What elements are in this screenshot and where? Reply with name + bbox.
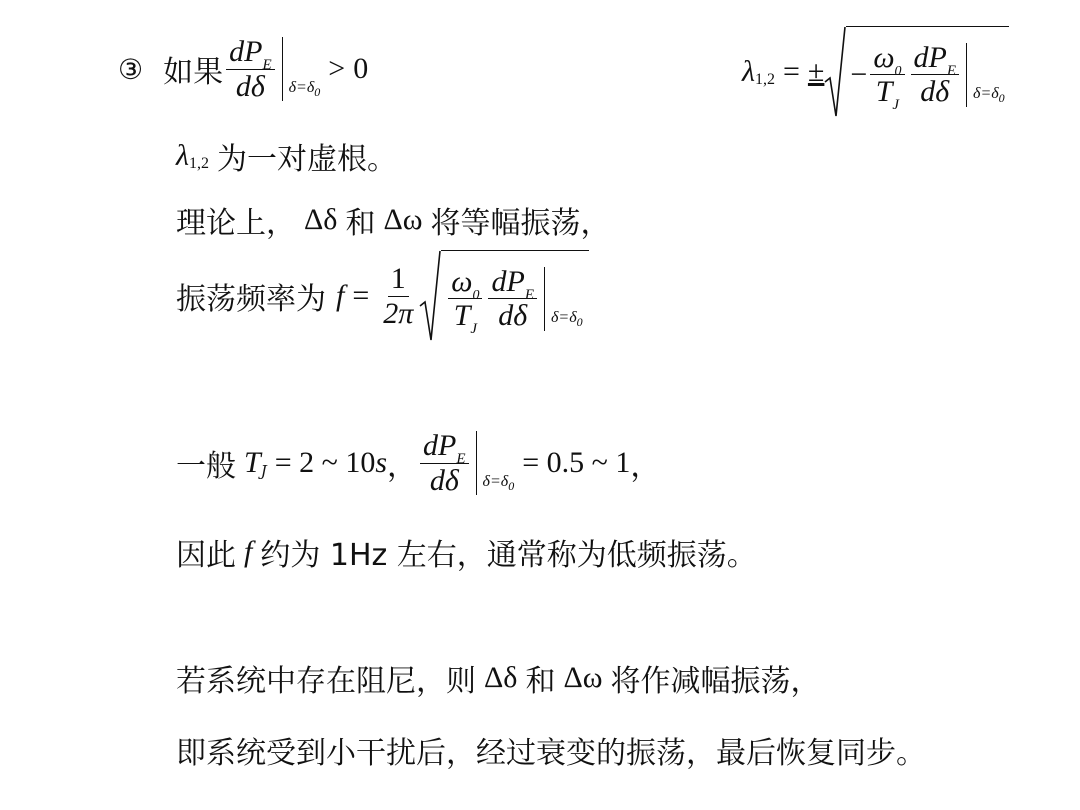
condition-line: ③ 如果 $\frac{dP_E}{d\delta}$ $\delta=\delta_0$ > 0 xyxy=(118,35,369,103)
low-frequency-line: 因此 f 约为 1Hz 左右，通常称为低频振荡。 xyxy=(176,535,757,573)
damping-line: 若系统中存在阻尼，则 Δδ 和 Δω 将作减幅振荡， xyxy=(176,661,821,699)
evaluation-bar: $\delta=\delta_0$ xyxy=(282,37,321,101)
eigenvalue-formula: λ 1,2 = ± − $\frac{\omega_0}{T_J}$ $\frac{dP_E}{d\delta}$ $\delta=\delta_0$ xyxy=(742,26,1009,118)
conclusion-line: 即系统受到小干扰后，经过衰变的振荡，最后恢复同步。 xyxy=(176,736,926,771)
square-root: $\frac{\omega_0}{T_J}$ $\frac{dP_E}{d\delta}$ $\delta=\delta_0$ xyxy=(419,250,588,342)
square-root: − $\frac{\omega_0}{T_J}$ $\frac{dP_E}{d\delta}$ $\delta=\delta_0$ xyxy=(824,26,1008,118)
derivative-fraction: $\frac{dP_E}{d\delta}$ xyxy=(226,36,275,102)
imaginary-roots-line: λ 1,2 为一对虚根。 xyxy=(176,139,397,177)
theory-line: 理论上， Δδ 和 Δω 将等幅振荡， xyxy=(176,203,611,241)
condition-prefix: 如果 xyxy=(163,55,224,90)
frequency-formula-line: 振荡频率为 f = $\frac{1}{2\pi}$ $\frac{\omega_0}{T_J}$ $\frac{dP_E}{d\delta}$ $\delta=\delta_0$ xyxy=(176,250,589,342)
item-marker: ③ xyxy=(118,52,144,86)
typical-values-line: 一般 T J = 2 ~ 10 s ， $\frac{dP_E}{d\delta}$ $\delta=\delta_0$ = 0.5 ~ 1 ， xyxy=(176,429,661,497)
